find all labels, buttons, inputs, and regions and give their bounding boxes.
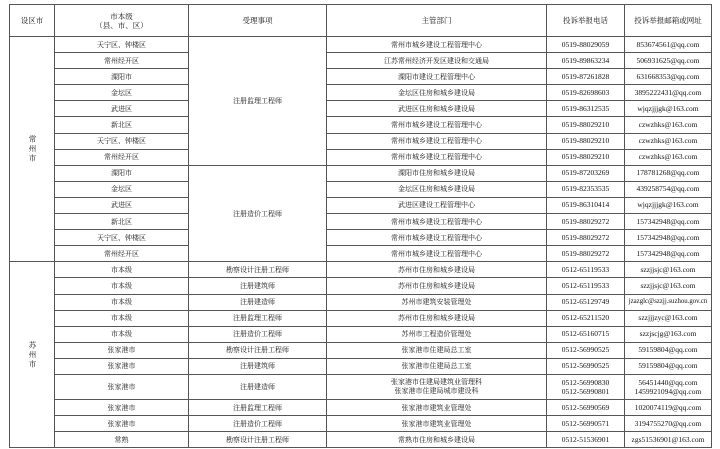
dept-cell: 张家港市建筑业管理处	[327, 399, 547, 415]
complaint-contact-table	[9, 4, 712, 448]
phone-cell: 0512-56990569	[547, 399, 625, 415]
table-row	[10, 262, 712, 278]
item-cell: 注册监理工程师	[189, 310, 327, 326]
item-cell: 注册建筑师	[189, 278, 327, 294]
phone-cell: 0519-88029272	[547, 214, 625, 230]
county-cell: 张家港市	[55, 399, 189, 415]
phone-cell: 0519-89863234	[547, 53, 625, 69]
dept-cell: 武进区住房和城乡建设局	[327, 101, 547, 117]
email-cell: 59159804@qq.com	[625, 358, 712, 374]
dept-cell: 苏州市工程造价管理处	[327, 326, 547, 342]
phone-cell: 0512-65119533	[547, 262, 625, 278]
dept-cell-text: 张家港市住建局建筑业管理科 张家港市住建局城市建设科	[391, 377, 482, 395]
county-cell: 张家港市	[55, 358, 189, 374]
header-county	[55, 5, 189, 37]
county-cell: 张家港市	[55, 416, 189, 432]
dept-cell: 溧阳市住房和城乡建设局	[327, 165, 547, 181]
phone-cell: 0512-56990571	[547, 416, 625, 432]
table-row	[10, 69, 712, 85]
dept-cell: 金坛区住房和城乡建设局	[327, 181, 547, 197]
email-cell: zgs51536901@163.com	[625, 432, 712, 448]
item-cell: 勘察设计注册工程师	[189, 432, 327, 448]
email-cell: jzazglc@szzjj.suzhou.gov.cn	[625, 294, 712, 310]
email-cell: 506931625@qq.com	[625, 53, 712, 69]
dept-cell: 苏州市住房和城乡建设局	[327, 310, 547, 326]
dept-cell: 张家港市建筑业管理处	[327, 416, 547, 432]
table-row	[10, 374, 712, 399]
county-cell: 溧阳市	[55, 69, 189, 85]
email-cell: 157342948@qq.com	[625, 230, 712, 246]
item-cell: 注册造价工程师	[189, 416, 327, 432]
item-cell-supervision: 注册监理工程师	[189, 37, 327, 166]
header-phone: 投诉举报电话	[547, 5, 625, 37]
item-cell: 勘察设计注册工程师	[189, 342, 327, 358]
header-item: 受理事项	[189, 5, 327, 37]
email-cell: 157342948@qq.com	[625, 214, 712, 230]
email-cell: 1020074119@qq.com	[625, 399, 712, 415]
email-cell: szzjjjzyc@163.com	[625, 310, 712, 326]
phone-cell: 0519-82353535	[547, 181, 625, 197]
county-cell: 武进区	[55, 101, 189, 117]
table-row	[10, 214, 712, 230]
table-row	[10, 181, 712, 197]
county-cell: 张家港市	[55, 374, 189, 399]
county-cell: 市本级	[55, 310, 189, 326]
phone-cell: 0519-88029210	[547, 117, 625, 133]
email-cell: 853674561@qq.com	[625, 37, 712, 53]
county-cell: 常州经开区	[55, 149, 189, 165]
table-row	[10, 326, 712, 342]
county-cell: 常州经开区	[55, 53, 189, 69]
phone-cell: 0512-65129749	[547, 294, 625, 310]
phone-cell: 0512-56990525	[547, 342, 625, 358]
dept-cell: 常州市城乡建设工程管理中心	[327, 37, 547, 53]
county-cell: 金坛区	[55, 85, 189, 101]
header-city: 设区市	[10, 5, 55, 37]
table-header-row	[10, 5, 712, 37]
county-cell: 天宁区、钟楼区	[55, 133, 189, 149]
dept-cell: 常州市城乡建设工程管理中心	[327, 246, 547, 262]
county-cell: 新北区	[55, 214, 189, 230]
county-cell: 金坛区	[55, 181, 189, 197]
county-cell: 市本级	[55, 278, 189, 294]
dept-cell: 常州市城乡建设工程管理中心	[327, 133, 547, 149]
header-email: 投诉举报邮箱或网址	[625, 5, 712, 37]
item-cell: 注册监理工程师	[189, 399, 327, 415]
email-cell: 439258754@qq.com	[625, 181, 712, 197]
county-cell: 天宁区、钟楼区	[55, 37, 189, 53]
table-row	[10, 53, 712, 69]
dept-cell: 张家港市住建局总工室	[327, 358, 547, 374]
table-row	[10, 101, 712, 117]
email-cell: 178781268@qq.com	[625, 165, 712, 181]
county-cell: 溧阳市	[55, 165, 189, 181]
dept-cell: 武进区建设工程管理中心	[327, 197, 547, 213]
table-row	[10, 149, 712, 165]
city-cell-suzhou: 苏州市	[10, 262, 55, 448]
email-cell: 157342948@qq.com	[625, 246, 712, 262]
table-row	[10, 197, 712, 213]
county-cell: 市本级	[55, 294, 189, 310]
table-row	[10, 165, 712, 181]
table-row	[10, 342, 712, 358]
table-row	[10, 278, 712, 294]
phone-cell: 0519-88029210	[547, 149, 625, 165]
county-cell: 新北区	[55, 117, 189, 133]
phone-cell	[547, 374, 625, 399]
dept-cell: 溧阳市建设工程管理中心	[327, 69, 547, 85]
email-cell: 3194755270@qq.com	[625, 416, 712, 432]
dept-cell: 苏州市住房和城乡建设局	[327, 278, 547, 294]
phone-cell: 0519-86312535	[547, 101, 625, 117]
dept-cell: 苏州市建筑安装管理处	[327, 294, 547, 310]
table-row	[10, 37, 712, 53]
email-cell-text: 56451440@qq.com 1459921094@qq.com	[634, 377, 702, 396]
phone-cell: 0512-65119533	[547, 278, 625, 294]
table-row	[10, 399, 712, 415]
email-cell: wjqzjjjgk@163.com	[625, 197, 712, 213]
email-cell: wjqzjjjgk@163.com	[625, 101, 712, 117]
table-row	[10, 230, 712, 246]
table-row	[10, 432, 712, 448]
item-cell: 注册建筑师	[189, 358, 327, 374]
dept-cell: 常熟市住房和城乡建设局	[327, 432, 547, 448]
table-row	[10, 117, 712, 133]
dept-cell: 常州市城乡建设工程管理中心	[327, 230, 547, 246]
dept-cell: 常州市城乡建设工程管理中心	[327, 149, 547, 165]
phone-cell: 0519-87261828	[547, 69, 625, 85]
county-cell: 常州经开区	[55, 246, 189, 262]
dept-cell: 苏州市住房和城乡建设局	[327, 262, 547, 278]
phone-cell: 0519-88029059	[547, 37, 625, 53]
email-cell: 631668353@qq.com	[625, 69, 712, 85]
table-row	[10, 416, 712, 432]
item-cell-cost: 注册造价工程师	[189, 165, 327, 262]
table-row	[10, 246, 712, 262]
dept-cell: 常州市城乡建设工程管理中心	[327, 214, 547, 230]
phone-cell: 0519-82698603	[547, 85, 625, 101]
header-dept: 主管部门	[327, 5, 547, 37]
dept-cell	[327, 374, 547, 399]
email-cell: szzjscjg@163.com	[625, 326, 712, 342]
phone-cell: 0512-65211520	[547, 310, 625, 326]
email-cell: szzjjsjc@163.com	[625, 278, 712, 294]
county-cell: 天宁区、钟楼区	[55, 230, 189, 246]
phone-cell: 0519-86310414	[547, 197, 625, 213]
email-cell: czwzhks@163.com	[625, 149, 712, 165]
dept-cell: 江苏常州经济开发区建设和交通局	[327, 53, 547, 69]
table-row	[10, 294, 712, 310]
phone-cell: 0512-51536901	[547, 432, 625, 448]
phone-cell-text: 0512-56990830 0512-56990801	[561, 377, 610, 396]
phone-cell: 0512-65160715	[547, 326, 625, 342]
item-cell: 注册建造师	[189, 374, 327, 399]
item-cell: 注册建造师	[189, 294, 327, 310]
header-county-text: 市本级 （县、市、区）	[95, 11, 148, 30]
table-row	[10, 85, 712, 101]
dept-cell: 常州市城乡建设工程管理中心	[327, 117, 547, 133]
email-cell	[625, 374, 712, 399]
phone-cell: 0519-88029272	[547, 230, 625, 246]
table-row	[10, 358, 712, 374]
city-cell-changzhou: 常州市	[10, 37, 55, 262]
phone-cell: 0519-88029210	[547, 133, 625, 149]
table-row	[10, 133, 712, 149]
phone-cell: 0519-87203269	[547, 165, 625, 181]
item-cell: 注册造价工程师	[189, 326, 327, 342]
email-cell: 3895222431@qq.com	[625, 85, 712, 101]
email-cell: szzjjsjc@163.com	[625, 262, 712, 278]
email-cell: czwzhks@163.com	[625, 133, 712, 149]
table-row	[10, 310, 712, 326]
email-cell: czwzhks@163.com	[625, 117, 712, 133]
county-cell: 张家港市	[55, 342, 189, 358]
phone-cell: 0512-56990525	[547, 358, 625, 374]
county-cell: 常熟	[55, 432, 189, 448]
email-cell: 59159804@qq.com	[625, 342, 712, 358]
county-cell: 武进区	[55, 197, 189, 213]
dept-cell: 金坛区住房和城乡建设局	[327, 85, 547, 101]
item-cell: 勘察设计注册工程师	[189, 262, 327, 278]
phone-cell: 0519-88029272	[547, 246, 625, 262]
dept-cell: 张家港市住建局总工室	[327, 342, 547, 358]
county-cell: 市本级	[55, 262, 189, 278]
county-cell: 市本级	[55, 326, 189, 342]
